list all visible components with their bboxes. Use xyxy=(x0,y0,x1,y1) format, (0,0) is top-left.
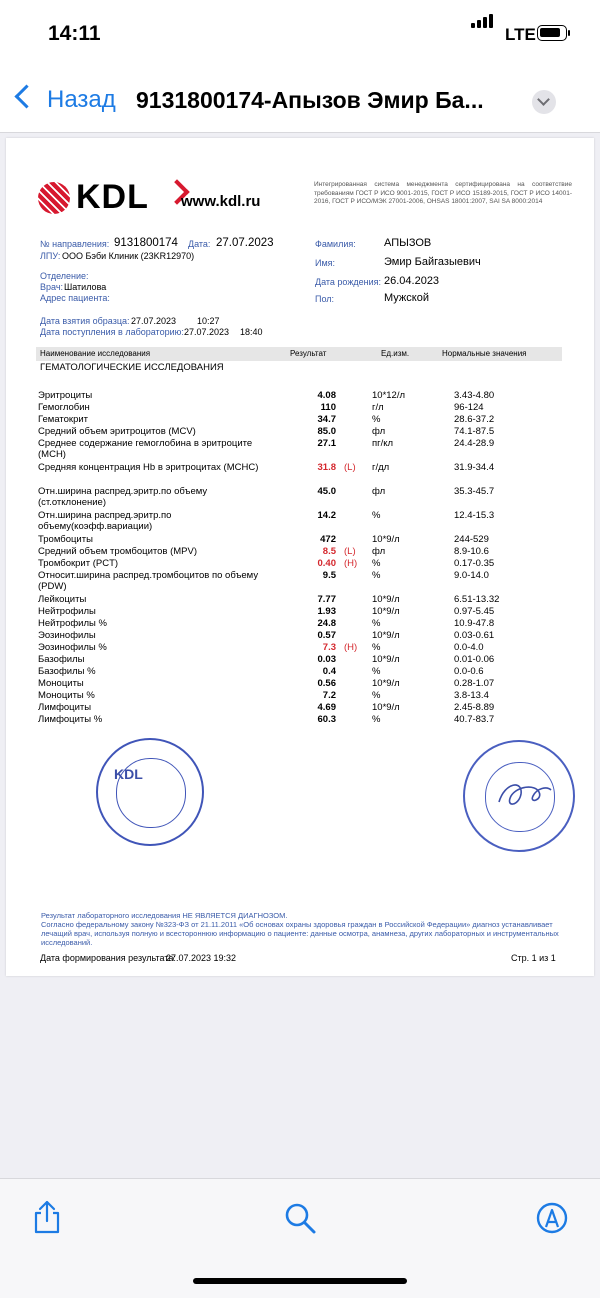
share-icon[interactable] xyxy=(32,1199,62,1235)
result-reference: 0.03-0.61 xyxy=(454,630,495,641)
received-date-value: 27.07.2023 xyxy=(184,327,230,337)
table-row xyxy=(6,391,594,403)
result-value: 45.0 xyxy=(317,486,336,497)
doctor-value: Шатилова xyxy=(64,282,107,292)
result-name: Эозинофилы % xyxy=(38,642,107,653)
certification-text: Интегрированная система менеджмента сертифицирована на соответствие требованиям ГОСТ Р ИСО 9001-2015, ГОСТ Р ИСО 15189-2015, ГОСТ Р ИСО 14001-2016, ГОСТ Р ИСО/МЭК 27001-2006, OHSAS 18001:2007, SAI SA 8000:2014 xyxy=(314,181,572,205)
result-value: 0.03 xyxy=(317,654,336,665)
result-value: 110 xyxy=(320,402,336,413)
result-reference: 28.6-37.2 xyxy=(454,414,495,425)
result-flag: (L) xyxy=(344,462,356,473)
result-name: Лимфоциты % xyxy=(38,714,103,725)
header-reference: Нормальные значения xyxy=(442,349,527,358)
result-reference: 2.45-8.89 xyxy=(454,702,495,713)
table-row xyxy=(6,463,594,487)
back-label: Назад xyxy=(47,86,116,113)
sex-label: Пол: xyxy=(315,294,335,304)
birth-label: Дата рождения: xyxy=(315,277,381,287)
result-value: 0.40 xyxy=(317,558,336,569)
result-name: Средний объем эритроцитов (MCV) xyxy=(38,426,196,437)
result-unit: % xyxy=(372,570,381,581)
result-reference: 0.28-1.07 xyxy=(454,678,495,689)
stamp-kdl-logo: KDL xyxy=(114,766,143,782)
result-flag: (H) xyxy=(344,558,358,569)
address-label: Адрес пациента: xyxy=(40,293,110,303)
section-title: ГЕМАТОЛОГИЧЕСКИЕ ИССЛЕДОВАНИЯ xyxy=(40,362,224,373)
result-unit: 10*9/л xyxy=(372,534,400,545)
result-name: Нейтрофилы xyxy=(38,606,96,617)
result-name: Базофилы % xyxy=(38,666,96,677)
header-name: Наименование исследования xyxy=(40,349,151,358)
table-row xyxy=(6,439,594,463)
result-name: Базофилы xyxy=(38,654,85,665)
lab-report-page xyxy=(6,138,594,976)
doctor-label: Врач: xyxy=(40,282,64,292)
result-value: 85.0 xyxy=(317,426,336,437)
result-unit: % xyxy=(372,618,381,629)
result-name: Нейтрофилы % xyxy=(38,618,107,629)
doctor-stamp xyxy=(463,740,575,852)
result-name: Лейкоциты xyxy=(38,594,87,605)
chevron-down-icon[interactable] xyxy=(532,90,556,114)
result-unit: % xyxy=(372,642,381,653)
department-label: Отделение: xyxy=(40,271,89,281)
result-reference: 0.0-0.6 xyxy=(454,666,484,677)
result-name: Моноциты xyxy=(38,678,84,689)
result-value: 9.5 xyxy=(322,570,336,581)
table-row xyxy=(6,715,594,727)
result-value: 4.08 xyxy=(317,390,336,401)
result-name: Средняя концентрация Hb в эритроцитах (MCHC) xyxy=(38,462,259,473)
sample-date-value: 27.07.2023 xyxy=(131,316,177,326)
result-reference: 74.1-87.5 xyxy=(454,426,495,437)
document-title: 9131800174-Апызов Эмир Ба... xyxy=(136,87,484,113)
generated-value: 27.07.2023 19:32 xyxy=(166,953,237,963)
surname-value: АПЫЗОВ xyxy=(384,237,432,249)
table-row xyxy=(6,667,594,679)
result-value: 7.3 xyxy=(322,642,336,653)
home-indicator xyxy=(193,1278,407,1284)
signature-icon xyxy=(465,742,573,850)
result-reference: 0.0-4.0 xyxy=(454,642,484,653)
result-reference: 24.4-28.9 xyxy=(454,438,495,449)
result-value: 34.7 xyxy=(317,414,336,425)
received-date-label: Дата поступления в лабораторию: xyxy=(40,327,184,337)
table-row xyxy=(6,691,594,703)
result-name: Моноциты % xyxy=(38,690,95,701)
organization-stamp xyxy=(96,738,204,846)
result-flag: (L) xyxy=(344,546,356,557)
battery-icon xyxy=(537,25,567,41)
result-unit: 10*9/л xyxy=(372,606,400,617)
lpu-label: ЛПУ: xyxy=(40,251,61,261)
disclaimer-body: Согласно федеральному закону №323-ФЗ от 21.11.2011 «Об основах охраны здоровья граждан в Российской Федерации» диагноз устанавливает лечащий врач, используя полную и всестороннюю информацию о пациенте: данные осмотра, анамнеза, других лабораторных и инструментальных исследований. xyxy=(41,920,559,947)
direction-value: 9131800174 xyxy=(114,237,178,249)
chevron-left-icon xyxy=(14,84,38,108)
result-name: Средний объем тромбоцитов (MPV) xyxy=(38,546,198,557)
header-result: Результат xyxy=(290,349,327,358)
result-value: 4.69 xyxy=(317,702,336,713)
result-name: Отн.ширина распред.эритр.по объему(коэфф.вариации) xyxy=(38,510,172,532)
result-unit: 10*9/л xyxy=(372,594,400,605)
result-name: Лимфоциты xyxy=(38,702,92,713)
kdl-logo-text: KDL xyxy=(76,178,149,216)
result-name: Эозинофилы xyxy=(38,630,96,641)
direction-label: № направления: xyxy=(40,239,110,249)
result-value: 0.4 xyxy=(322,666,336,677)
date-value: 27.07.2023 xyxy=(216,237,274,249)
result-reference: 3.8-13.4 xyxy=(454,690,489,701)
network-label: LTE xyxy=(505,25,536,44)
search-icon[interactable] xyxy=(283,1201,317,1235)
result-reference: 10.9-47.8 xyxy=(454,618,495,629)
result-value: 8.5 xyxy=(322,546,336,557)
table-row xyxy=(6,571,594,595)
surname-label: Фамилия: xyxy=(315,239,356,249)
result-unit: % xyxy=(372,414,381,425)
result-value: 0.56 xyxy=(317,678,336,689)
result-name: Тромбоциты xyxy=(38,534,93,545)
result-unit: фл xyxy=(372,546,386,557)
result-name: Среднее содержание гемоглобина в эритроците (MCH) xyxy=(38,438,253,460)
kdl-logo-mark-icon xyxy=(38,182,70,214)
disclaimer xyxy=(41,911,561,947)
result-value: 60.3 xyxy=(317,714,336,725)
sex-value: Мужской xyxy=(384,292,429,304)
document-viewer[interactable] xyxy=(0,132,600,1179)
date-label: Дата: xyxy=(188,239,211,249)
result-unit: фл xyxy=(372,426,386,437)
result-reference: 3.43-4.80 xyxy=(454,390,495,401)
result-name: Относит.ширина распред.тромбоцитов по объему (PDW) xyxy=(38,570,259,592)
disclaimer-title: Результат лабораторного исследования НЕ ЯВЛЯЕТСЯ ДИАГНОЗОМ. xyxy=(41,911,288,920)
back-button[interactable] xyxy=(18,86,116,114)
result-unit: пг/кл xyxy=(372,438,394,449)
results-table-header xyxy=(36,347,562,361)
result-unit: 10*9/л xyxy=(372,630,400,641)
lpu-value: ООО Бэби Клиник (23KR12970) xyxy=(62,251,195,261)
result-value: 472 xyxy=(320,534,336,545)
result-reference: 6.51-13.32 xyxy=(454,594,500,605)
status-time: 14:11 xyxy=(48,22,101,45)
page-number: Стр. 1 из 1 xyxy=(511,953,556,963)
table-row xyxy=(6,487,594,511)
result-unit: % xyxy=(372,714,381,725)
result-reference: 96-124 xyxy=(454,402,484,413)
result-unit: 10*9/л xyxy=(372,678,400,689)
name-value: Эмир Байгазыевич xyxy=(384,256,481,268)
result-reference: 40.7-83.7 xyxy=(454,714,495,725)
nav-bar xyxy=(0,72,600,132)
result-name: Отн.ширина распред.эритр.по объему (ст.отклонение) xyxy=(38,486,208,508)
sample-time-value: 10:27 xyxy=(197,316,220,326)
result-name: Тромбокрит (PCT) xyxy=(38,558,119,569)
result-value: 1.93 xyxy=(317,606,336,617)
table-row xyxy=(6,643,594,655)
result-value: 7.2 xyxy=(322,690,336,701)
result-name: Эритроциты xyxy=(38,390,93,401)
result-reference: 0.97-5.45 xyxy=(454,606,495,617)
birth-value: 26.04.2023 xyxy=(384,275,440,287)
result-unit: 10*12/л xyxy=(372,390,406,401)
result-reference: 8.9-10.6 xyxy=(454,546,489,557)
name-label: Имя: xyxy=(315,258,336,268)
result-unit: % xyxy=(372,558,381,569)
result-unit: % xyxy=(372,510,381,521)
received-time-value: 18:40 xyxy=(240,327,263,337)
result-name: Гемоглобин xyxy=(38,402,90,413)
result-value: 14.2 xyxy=(317,510,336,521)
result-unit: фл xyxy=(372,486,386,497)
result-value: 0.57 xyxy=(317,630,336,641)
result-unit: 10*9/л xyxy=(372,654,400,665)
result-flag: (H) xyxy=(344,642,358,653)
table-row xyxy=(6,403,594,415)
result-reference: 0.01-0.06 xyxy=(454,654,495,665)
result-unit: г/л xyxy=(372,402,384,413)
result-unit: г/дл xyxy=(372,462,390,473)
result-value: 31.8 xyxy=(317,462,336,473)
result-reference: 12.4-15.3 xyxy=(454,510,495,521)
result-reference: 0.17-0.35 xyxy=(454,558,495,569)
result-value: 7.77 xyxy=(317,594,336,605)
result-reference: 9.0-14.0 xyxy=(454,570,489,581)
result-reference: 244-529 xyxy=(454,534,489,545)
table-row xyxy=(6,511,594,535)
result-unit: 10*9/л xyxy=(372,702,400,713)
sample-date-label: Дата взятия образца: xyxy=(40,316,130,326)
result-reference: 31.9-34.4 xyxy=(454,462,495,473)
result-value: 24.8 xyxy=(317,618,336,629)
generated-label: Дата формирования результата: xyxy=(40,953,176,963)
result-unit: % xyxy=(372,690,381,701)
result-unit: % xyxy=(372,666,381,677)
markup-icon[interactable] xyxy=(535,1201,569,1235)
site-url: www.kdl.ru xyxy=(181,193,261,210)
result-reference: 35.3-45.7 xyxy=(454,486,495,497)
header-unit: Ед.изм. xyxy=(381,349,410,358)
result-value: 27.1 xyxy=(317,438,336,449)
status-bar xyxy=(0,0,600,72)
result-name: Гематокрит xyxy=(38,414,89,425)
